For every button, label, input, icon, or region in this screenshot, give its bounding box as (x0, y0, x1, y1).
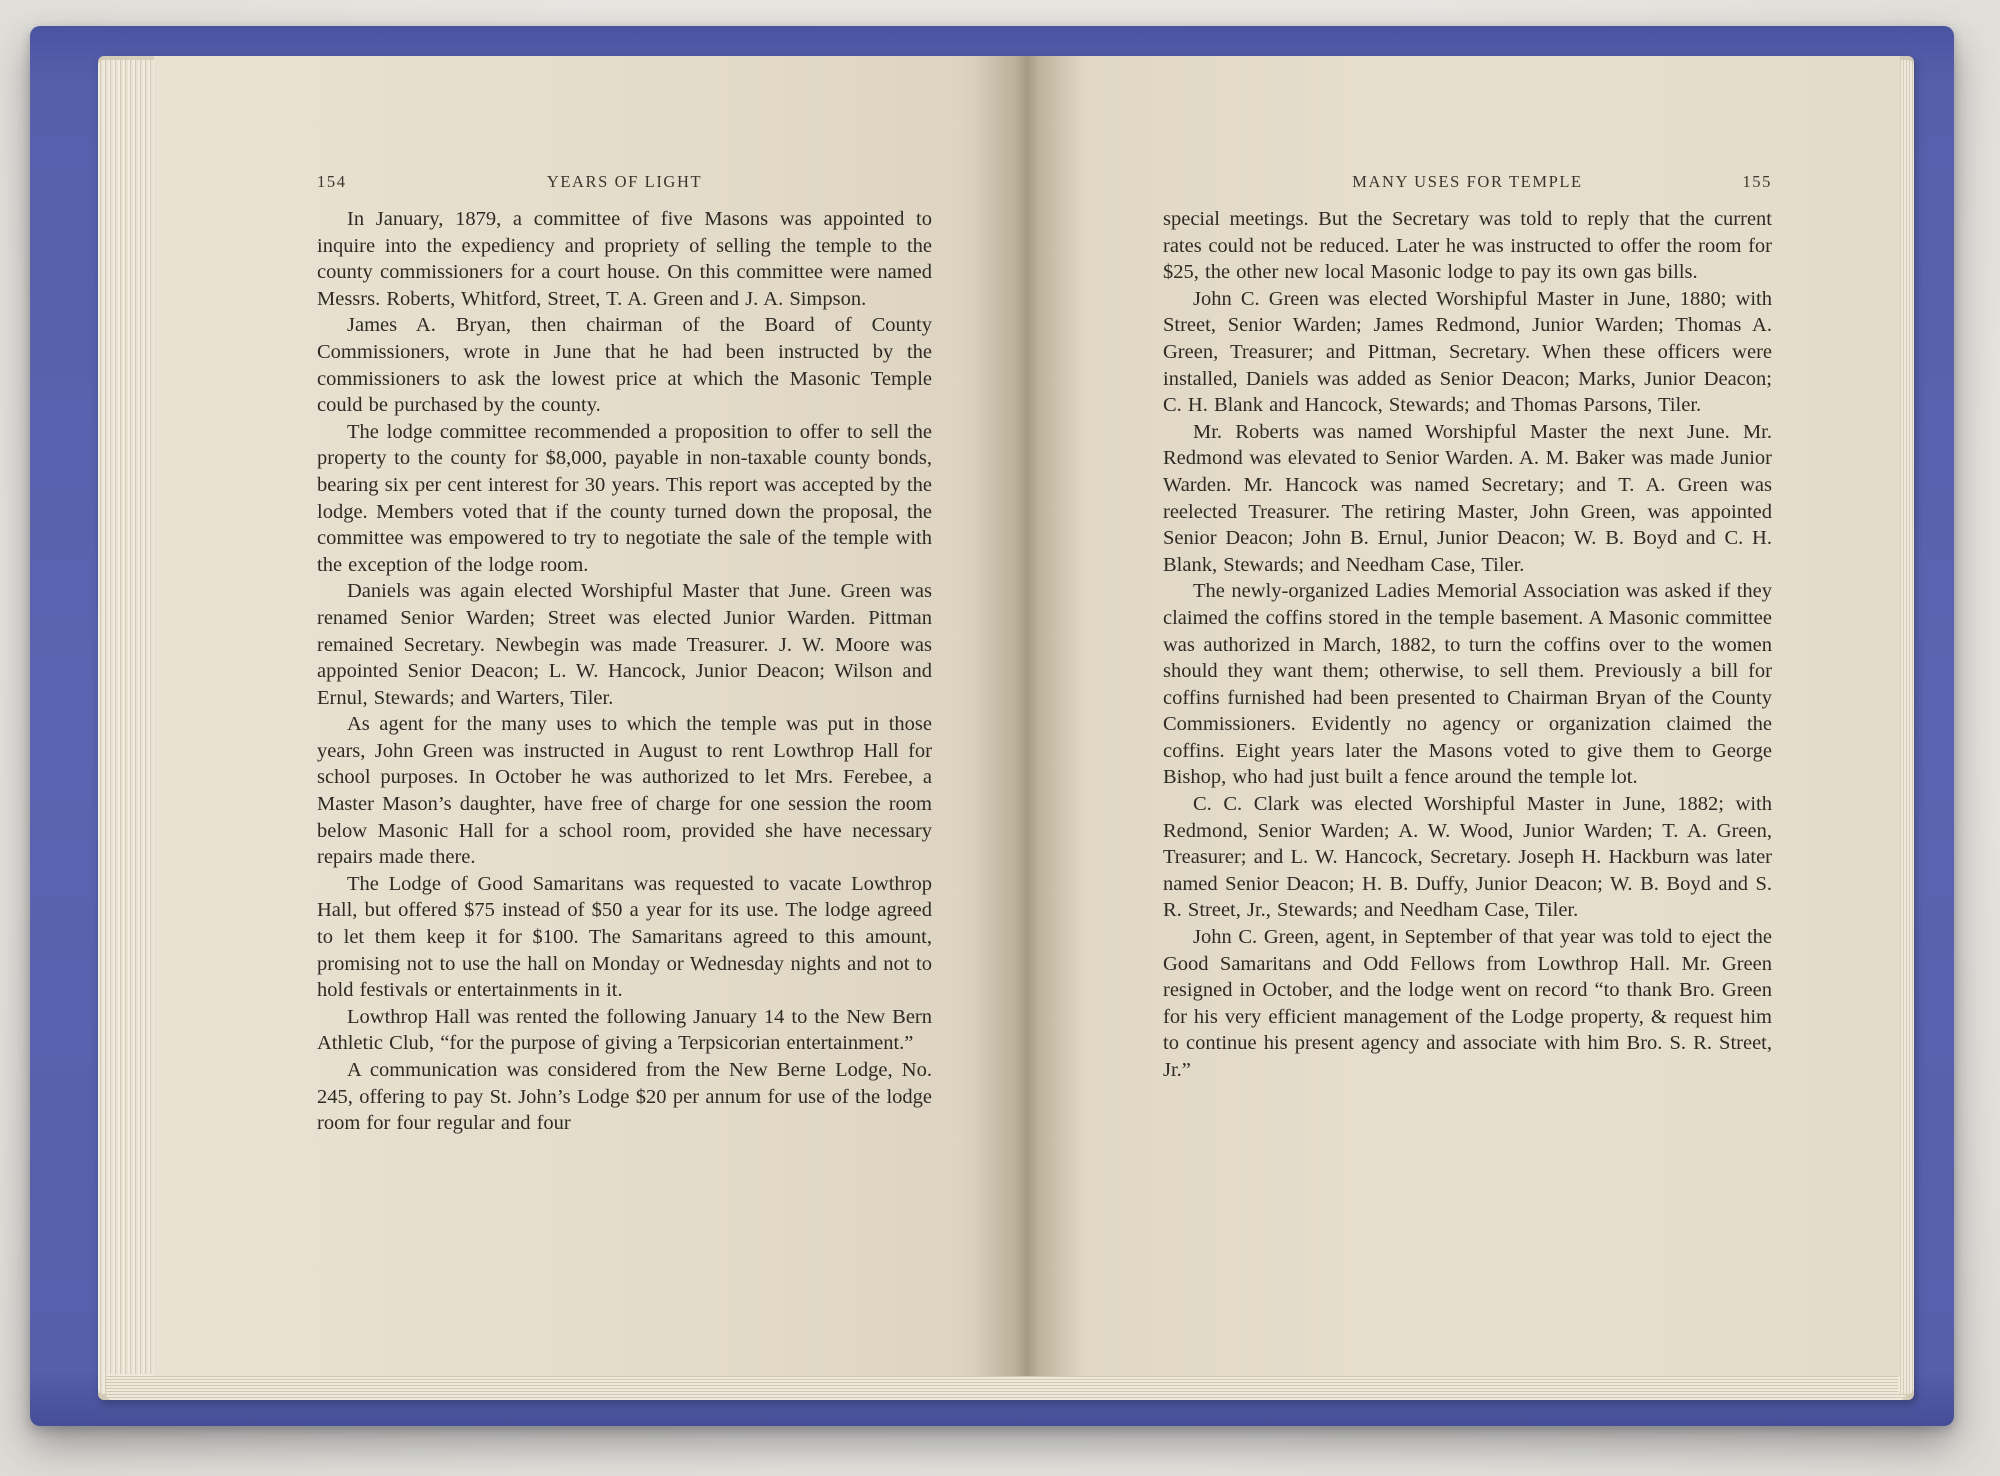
paragraph: The Lodge of Good Samaritans was requested to vacate Lowthrop Hall, but offered $75 instead of $50 a year for its use. The lodge agreed to let them keep it for $100. The Samaritans agreed to this amount, promising not to use the hall on Monday or Wednesday nights and not to hold festivals or entertainments in it. (317, 872, 932, 1002)
page-block (98, 56, 1914, 1400)
page-text-left (317, 206, 932, 1137)
page-right (1027, 56, 1900, 1376)
paragraph: James A. Bryan, then chairman of the Board of County Commissioners, wrote in June that he had been instructed by the commissioners to ask the lowest price at which the Masonic Temple could be purchased by the county. (317, 314, 932, 417)
paragraph: special meetings. But the Secretary was told to reply that the current rates could not be reduced. Later he was instructed to offer the room for $25, the other new local Masonic lodge to pay its own gas bills. (1163, 208, 1772, 284)
page-edges-left (98, 60, 156, 1394)
open-spread (154, 56, 1900, 1376)
running-head-left (317, 172, 932, 192)
running-title-left: YEARS OF LIGHT (546, 172, 703, 191)
paragraph: Lowthrop Hall was rented the following January 14 to the New Bern Athletic Club, “for the purpose of giving a Terpsicorian entertainment.” (317, 1005, 932, 1055)
page-edges-bottom (106, 1374, 1906, 1400)
paragraph: C. C. Clark was elected Worshipful Master in June, 1882; with Redmond, Senior Warden; A. W. Wood, Junior Warden; T. A. Green, Treasurer; and L. W. Hancock, Secretary. Joseph H. Hackburn was later named Senior Deacon; H. B. Duffy, Junior Deacon; W. B. Boyd and S. R. Street, Jr., Stewards; and Needham Case, Tiler. (1163, 793, 1772, 922)
running-head-right (1163, 172, 1772, 192)
page-left (154, 56, 1027, 1376)
paragraph: A communication was considered from the New Berne Lodge, No. 245, offering to pay St. John’s Lodge $20 per annum for use of the lodge room for four regular and four (317, 1059, 932, 1135)
paragraph: Mr. Roberts was named Worshipful Master the next June. Mr. Redmond was elevated to Senior Warden. A. M. Baker was made Junior Warden. Mr. Hancock was named Secretary; and T. A. Green was reelected Treasurer. The retiring Master, John Green, was appointed Senior Deacon; John B. Ernul, Junior Deacon; W. B. Boyd and C. H. Blank, Stewards; and Needham Case, Tiler. (1163, 420, 1772, 576)
paragraph: The lodge committee recommended a proposition to offer to sell the property to the county for $8,000, payable in non-taxable county bonds, bearing six per cent interest for 30 years. This report was accepted by the lodge. Members voted that if the county turned down the proposal, the committee was empowered to try to negotiate the sale of the temple with the exception of the lodge room. (317, 420, 932, 576)
paragraph: Daniels was again elected Worshipful Master that June. Green was renamed Senior Warden; Street was elected Junior Warden. Pittman remained Secretary. Newbegin was made Treasurer. J. W. Moore was appointed Senior Deacon; L. W. Hancock, Junior Deacon; Wilson and Ernul, Stewards; and Warters, Tiler. (317, 580, 932, 709)
page-edges-right (1898, 60, 1914, 1394)
page-number-left: 154 (317, 172, 347, 191)
paragraph: The newly-organized Ladies Memorial Association was asked if they claimed the coffins stored in the temple basement. A Masonic committee was authorized in March, 1882, to turn the coffins over to the women should they want them; otherwise, to sell them. Previously a bill for coffins furnished had been presented to Chairman Bryan of the County Commissioners. Evidently no agency or organization claimed the coffins. Eight years later the Masons voted to give them to George Bishop, who had just built a fence around the temple lot. (1163, 580, 1772, 789)
paragraph: John C. Green was elected Worshipful Master in June, 1880; with Street, Senior Warden; James Redmond, Junior Warden; Thomas A. Green, Treasurer; and Pittman, Secretary. When these officers were installed, Daniels was added as Senior Deacon; Marks, Junior Deacon; C. H. Blank and Hancock, Stewards; and Thomas Parsons, Tiler. (1163, 287, 1772, 417)
paragraph: John C. Green, agent, in September of that year was told to eject the Good Samaritans and Odd Fellows from Lowthrop Hall. Mr. Green resigned in October, and the lodge went on record “to thank Bro. Green for his very efficient management of the Lodge property, & request him to continue his present agency and associate with him Bro. S. R. Street, Jr.” (1163, 926, 1772, 1081)
page-text-right (1163, 206, 1772, 1084)
paragraph: As agent for the many uses to which the temple was put in those years, John Green was instructed in August to rent Lowthrop Hall for school purposes. In October he was authorized to let Mrs. Ferebee, a Master Mason’s daughter, have free of charge for one session the room below Masonic Hall for a school room, provided she have necessary repairs made there. (317, 713, 932, 869)
running-title-right: MANY USES FOR TEMPLE (1352, 172, 1583, 191)
paragraph: In January, 1879, a committee of five Masons was appointed to inquire into the expediency and propriety of selling the temple to the county commissioners for a court house. On this committee were named Messrs. Roberts, Whitford, Street, T. A. Green and J. A. Simpson. (317, 208, 932, 310)
book-cover (30, 26, 1954, 1426)
page-number-right: 155 (1742, 172, 1772, 191)
